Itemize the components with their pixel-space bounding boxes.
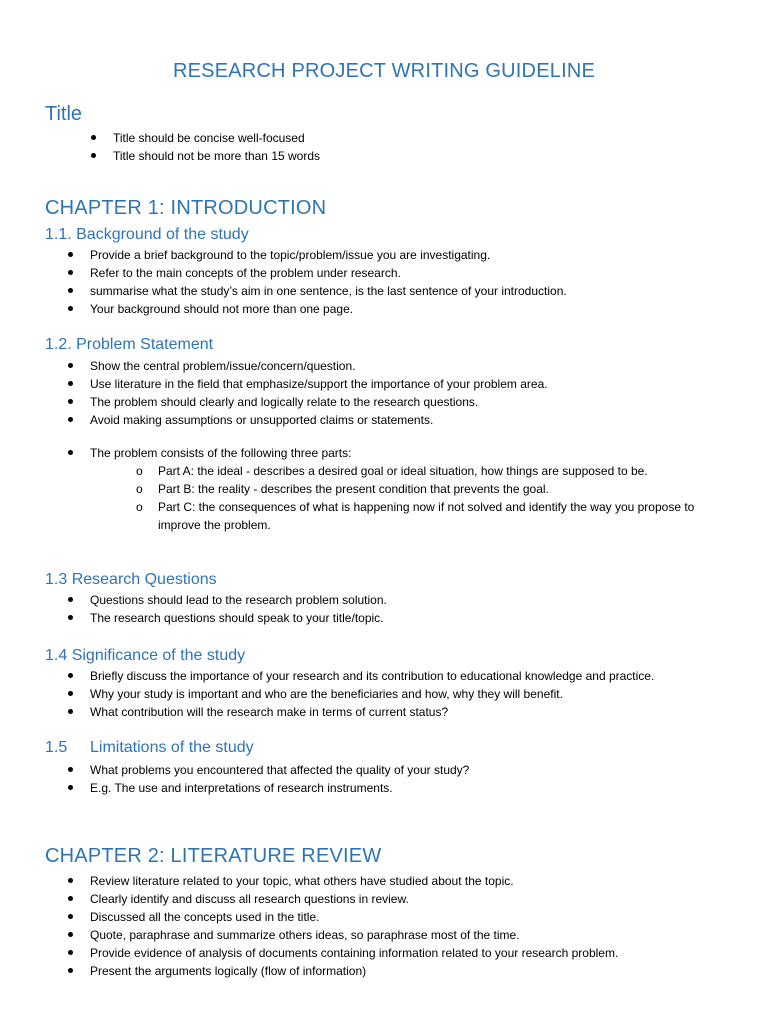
section-1-3-bullet-list [0,591,387,627]
list-item: Why your study is important and who are the beneficiaries and how, why they will benefit. [0,685,654,703]
list-item: Provide evidence of analysis of documents containing information related to your research problem. [0,944,618,962]
list-item: summarise what the study’s aim in one sentence, is the last sentence of your introduction. [0,282,567,300]
section-1-3-heading: 1.3 Research Questions [45,571,217,588]
list-item: Provide a brief background to the topic/problem/issue you are investigating. [0,246,567,264]
section-1-5-title: Limitations of the study [90,739,254,756]
list-item: Clearly identify and discuss all research questions in review. [0,890,618,908]
list-item: What contribution will the research make in terms of current status? [0,703,654,721]
list-item: E.g. The use and interpretations of research instruments. [0,779,469,797]
list-item: The problem should clearly and logically relate to the research questions. [0,393,548,411]
list-item: Quote, paraphrase and summarize others ideas, so paraphrase most of the time. [0,926,618,944]
list-item: Title should be concise well-focused [0,129,320,147]
section-1-4-heading: 1.4 Significance of the study [45,647,246,664]
section-1-2-parts-sublist [0,462,718,534]
section-1-5-bullet-list [0,761,469,797]
sub-list-item: o Part A: the ideal - describes a desired goal or ideal situation, how things are supposed to be. [0,462,718,480]
section-1-2-heading: 1.2. Problem Statement [45,336,214,353]
title-bullet-list [0,129,320,165]
document-title: RESEARCH PROJECT WRITING GUIDELINE [172,60,596,82]
list-item: Title should not be more than 15 words [0,147,320,165]
section-1-2-bullet-list [0,357,548,429]
list-item: Present the arguments logically (flow of information) [0,962,618,980]
chapter1-heading: CHAPTER 1: INTRODUCTION [45,197,327,219]
list-item: Show the central problem/issue/concern/question. [0,357,548,375]
list-item: Discussed all the concepts used in the title. [0,908,618,926]
sub-list-item: o Part B: the reality - describes the present condition that prevents the goal. [0,480,718,498]
list-item: Avoid making assumptions or unsupported claims or statements. [0,411,548,429]
sub-list-item: o Part C: the consequences of what is happening now if not solved and identify the way you propose to improve the problem. [0,498,718,534]
section-1-1-heading: 1.1. Background of the study [45,226,249,243]
section-1-5-number: 1.5 [45,739,68,756]
list-item: The problem consists of the following three parts: [0,444,351,462]
list-item: Refer to the main concepts of the problem under research. [0,264,567,282]
section-1-1-bullet-list [0,246,567,318]
title-section-heading: Title [45,103,83,125]
section-1-4-bullet-list [0,667,654,721]
list-item: Use literature in the field that emphasize/support the importance of your problem area. [0,375,548,393]
chapter2-heading: CHAPTER 2: LITERATURE REVIEW [45,845,382,867]
chapter2-bullet-list [0,872,618,980]
list-item: Review literature related to your topic, what others have studied about the topic. [0,872,618,890]
list-item: Questions should lead to the research problem solution. [0,591,387,609]
list-item: The research questions should speak to your title/topic. [0,609,387,627]
list-item: Briefly discuss the importance of your research and its contribution to educational knowledge and practice. [0,667,654,685]
section-1-2-parts-intro-list [0,444,351,462]
list-item: Your background should not more than one page. [0,300,567,318]
section-1-5-heading [45,739,254,757]
list-item: What problems you encountered that affected the quality of your study? [0,761,469,779]
